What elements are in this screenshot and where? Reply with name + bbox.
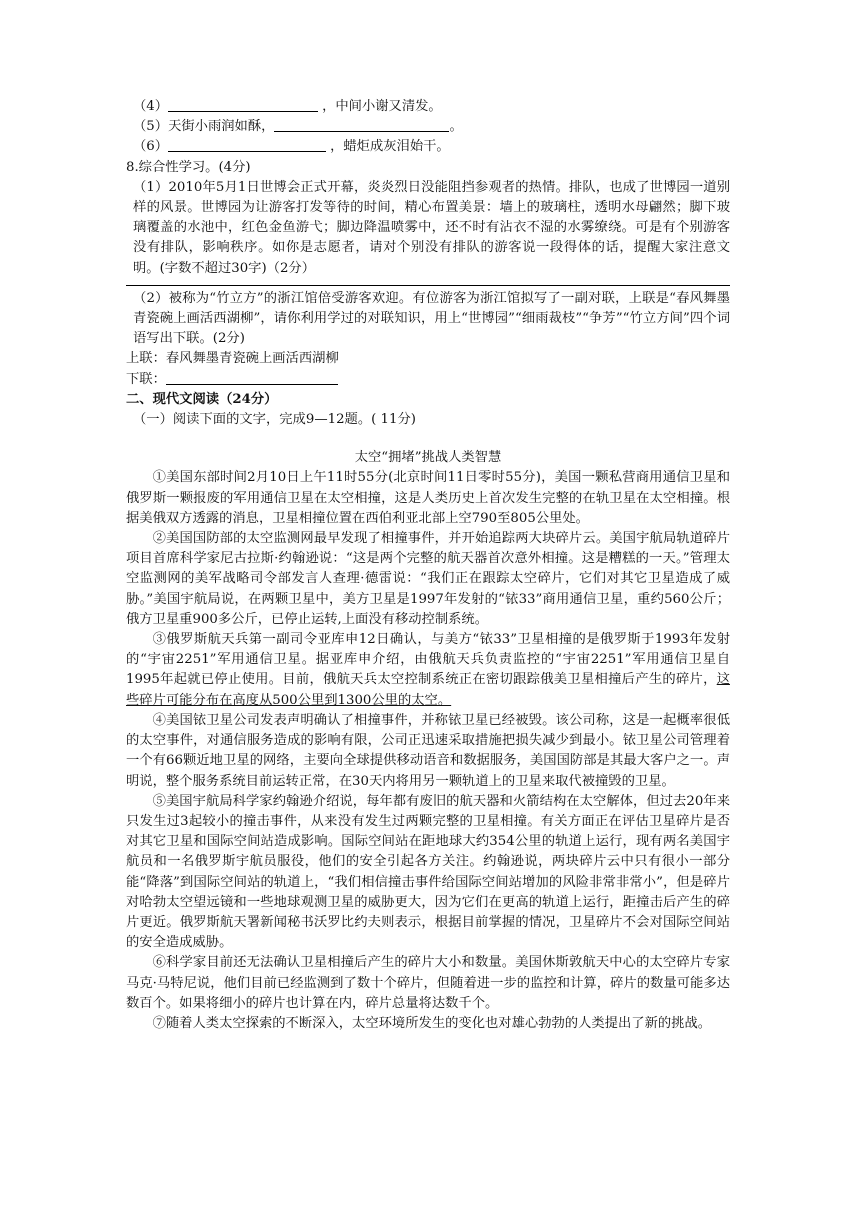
article-title: 太空“拥堵”挑战人类智慧 xyxy=(354,450,502,466)
blank-item-6: （6） ，蜡炬成灰泪始干。 xyxy=(133,139,450,155)
answer-blank[interactable] xyxy=(166,370,338,385)
article-paragraph-3: ③俄罗斯航天兵第一副司令亚库申12日确认，与美方“铱33”卫星相撞的是俄罗斯于1993年发射的“宇宙2251”军用通信卫星。据亚库申介绍，由俄航天兵负责监控的“宇宙2251”军用通信卫星自1995年起就已停止使用。目前，俄航天兵太空控制系统正在密切跟踪俄美卫星相撞后产生的碎片，这些碎片可能分布在高度从500公里到1300公里的太空。 xyxy=(126,632,730,708)
article-paragraph-7: ⑦随着人类太空探索的不断深入，太空环境所发生的变化也对雄心勃勃的人类提出了新的挑战。 xyxy=(152,1015,712,1031)
blank-item-5: （5）天街小雨润如酥， 。 xyxy=(133,119,463,135)
q8-part2: （2）被称为“竹立方”的浙江馆倍受游客欢迎。有位游客为浙江馆拟写了一副对联，上联是“春风舞墨青瓷碗上画活西湖柳”，请你利用学过的对联知识，用上“世博园”“细雨裁枝”“争芳”“竹立方间”四个词语写出下联。(2分) xyxy=(133,290,730,347)
article-paragraph-6: ⑥科学家目前还无法确认卫星相撞后产生的碎片大小和数量。美国休斯敦航天中心的太空碎片专家马克·马特尼说，他们目前已经监测到了数十个碎片，但随着进一步的监控和计算，碎片的数量可能多达数百个。如果将细小的碎片也计算在内，碎片总量将达数千个。 xyxy=(126,955,730,1011)
q8-heading: 8.综合性学习。(4分) xyxy=(126,159,251,175)
answer-blank[interactable] xyxy=(168,97,318,112)
blank-item-4: （4） ，中间小谢又清发。 xyxy=(133,99,442,114)
article-paragraph-2: ②美国国防部的太空监测网最早发现了相撞事件，并开始追踪两大块碎片云。美国宇航局轨道碎片项目首席科学家尼古拉斯·约翰逊说：“这是两个完整的航天器首次意外相撞。这是糟糕的一天。”管理太空监测网的美军战略司令部发言人查理·德雷说：“我们正在跟踪太空碎片，它们对其它卫星造成了威胁。”美国宇航局说，在两颗卫星中，美方卫星是1997年发射的“铱33”商用通信卫星，重约560公斤；俄方卫星重900多公斤，已停止运转,上面没有移动控制系统。 xyxy=(126,531,730,627)
document-page xyxy=(126,97,730,1034)
article-paragraph-4: ④美国铱卫星公司发表声明确认了相撞事件，并称铱卫星已经被毁。该公司称，这是一起概率很低的太空事件，对通信服务造成的影响有限，公司正迅速采取措施把损失减少到最小。铱卫星公司管理着一个有66颗近地卫星的网络，主要向全球提供移动语音和数据服务，美国国防部是其最大客户之一。声明说，整个服务系统目前运转正常，在30天内将用另一颗轨道上的卫星来取代被撞毁的卫星。 xyxy=(126,712,730,789)
answer-blank[interactable] xyxy=(168,137,326,152)
article-paragraph-5: ⑤美国宇航局科学家约翰逊介绍说，每年都有废旧的航天器和火箭结构在太空解体，但过去20年来只发生过3起较小的撞击事件，从来没有发生过两颗完整的卫星相撞。有关方面正在评估卫星碎片是否对其它卫星和国际空间站造成影响。国际空间站在距地球大约354公里的轨道上运行，现有两名美国宇航员和一名俄罗斯宇航员服役，他们的安全引起各方关注。约翰逊说，两块碎片云中只有很小一部分能“降落”到国际空间站的轨道上，“我们相信撞击事件给国际空间站增加的风险非常非常小”，但是碎片对哈勃太空望远镜和一些地球观测卫星的威胁更大，因为它们在更高的轨道上运行，距撞击后产生的碎片更近。俄罗斯航天署新闻秘书沃罗比约夫则表示，根据目前掌握的情况，卫星碎片不会对国际空间站的安全造成威胁。 xyxy=(126,793,730,951)
underlined-sentence: 这些碎片可能分布在高度从500公里到1300公里的太空。 xyxy=(126,672,730,708)
q8-part1: （1）2010年5月1日世博会正式开幕，炎炎烈日没能阻挡参观者的热情。排队，也成了世博园一道别样的风景。世博园为让游客打发等待的时间，精心布置美景：墙上的玻璃柱，透明水母翩然；脚下玻璃覆盖的水池中，红色金鱼游弋；脚边降温喷雾中，还不时有沾衣不湿的水雾缭绕。可是有个别游客没有排队，影响秩序。如你是志愿者，请对个别没有排队的游客说一段得体的话，提醒大家注意文明。(字数不超过30字)（2分） xyxy=(133,179,730,276)
section-subheading: （一）阅读下面的文字，完成9—12题。( 11分) xyxy=(133,412,416,428)
upper-couplet: 上联：春风舞墨青瓷碗上画活西湖柳 xyxy=(126,351,339,367)
section-heading: 二、现代文阅读（24分） xyxy=(126,391,278,407)
answer-line[interactable] xyxy=(126,279,730,286)
article-paragraph-1: ①美国东部时间2月10日上午11时55分(北京时间11日零时55分)，美国一颗私营商用通信卫星和俄罗斯一颗报废的军用通信卫星在太空相撞，这是人类历史上首次发生完整的在轨卫星在太空相撞。根据美俄双方透露的消息，卫星相撞位置在西伯利亚北部上空790至805公里处。 xyxy=(126,470,730,526)
answer-blank[interactable] xyxy=(274,117,449,132)
lower-couplet: 下联： xyxy=(126,370,730,390)
